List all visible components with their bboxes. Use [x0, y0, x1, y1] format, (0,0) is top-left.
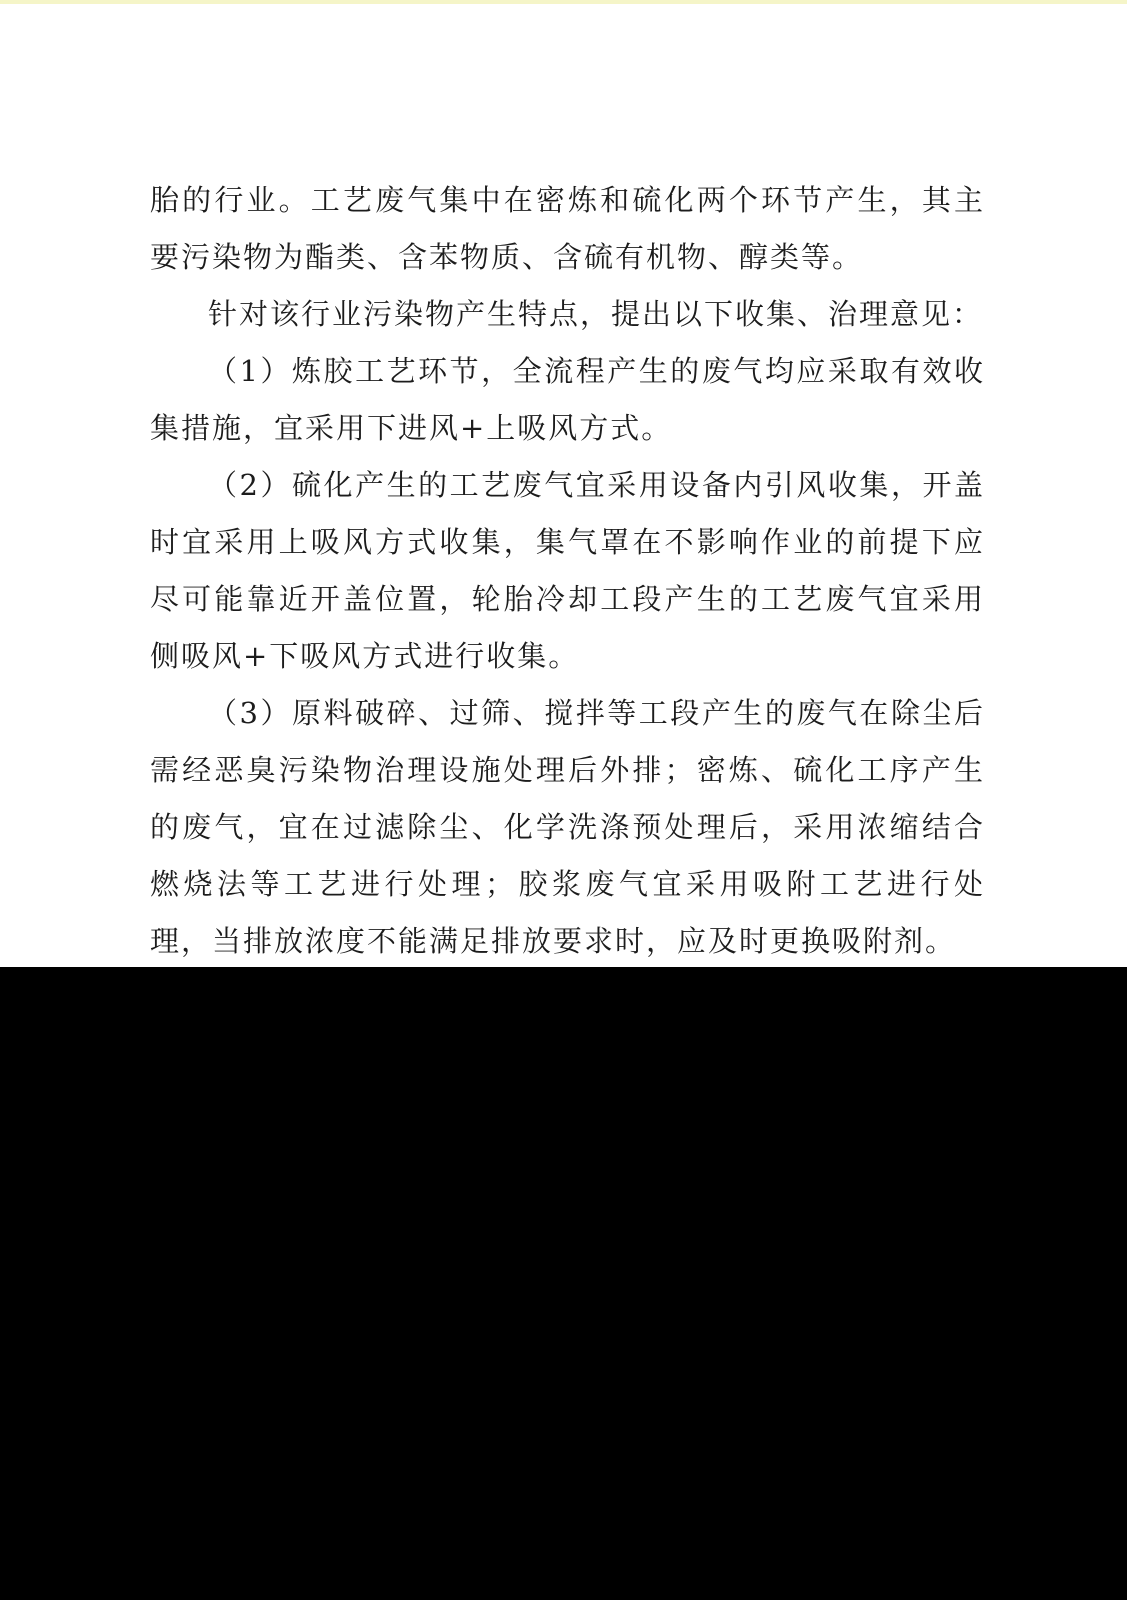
scan-edge	[0, 0, 1127, 4]
paragraph-proposal: 针对该行业污染物产生特点，提出以下收集、治理意见：	[208, 297, 984, 331]
redaction-block	[0, 967, 1127, 1600]
paragraph-item-2: （2）硫化产生的工艺废气宜采用设备内引风收集，开盖时宜采用上吸风方式收集，集气罩在不影响作业的前提下应尽可能靠近开盖位置，轮胎冷却工段产生的工艺废气宜采用侧吸风+下吸风方式进行收集。	[150, 468, 985, 673]
document-body	[150, 172, 985, 970]
paragraph-item-3: （3）原料破碎、过筛、搅拌等工段产生的废气在除尘后需经恶臭污染物治理设施处理后外排；密炼、硫化工序产生的废气，宜在过滤除尘、化学洗涤预处理后，采用浓缩结合燃烧法等工艺进行处理；胶浆废气宜采用吸附工艺进行处理，当排放浓度不能满足排放要求时，应及时更换吸附剂。	[150, 696, 985, 958]
paragraph-intro: 胎的行业。工艺废气集中在密炼和硫化两个环节产生，其主要污染物为酯类、含苯物质、含硫有机物、醇类等。	[150, 183, 985, 274]
paragraph-item-1: （1）炼胶工艺环节，全流程产生的废气均应采取有效收集措施，宜采用下进风+上吸风方式。	[150, 354, 985, 445]
